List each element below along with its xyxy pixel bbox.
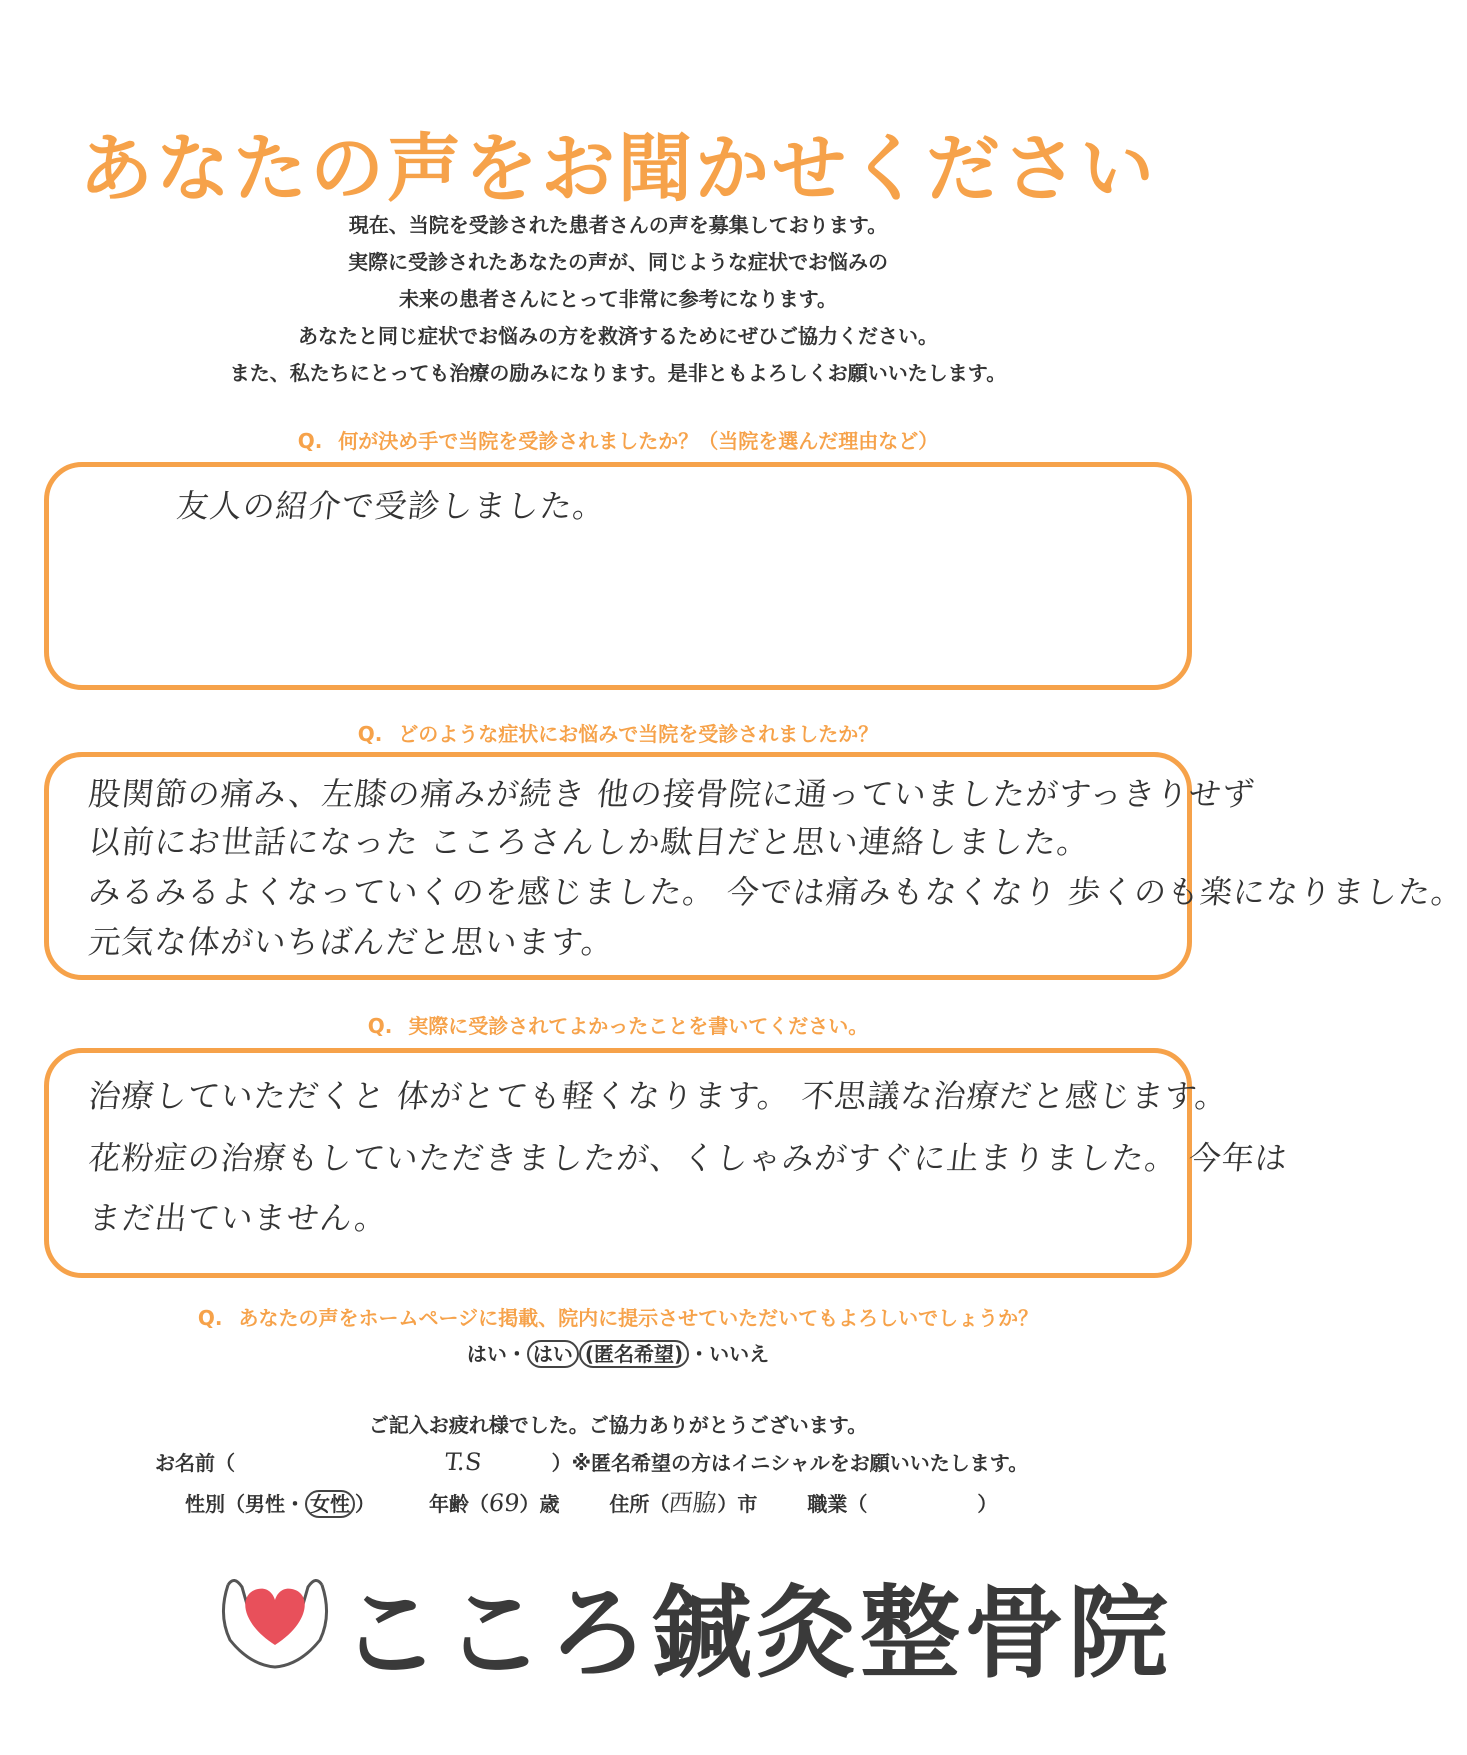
answer-box-1[interactable] xyxy=(44,462,1192,690)
answer-line: 治療していただくと 体がとても軽くなります。 不思議な治療だと感じます。 xyxy=(86,1077,1231,1115)
clinic-name: こころ鍼灸整骨院 xyxy=(340,1575,1172,1692)
intro-line: また、私たちにとっても治療の励みになります。是非ともよろしくお願いいたします。 xyxy=(229,361,1007,385)
question-3 xyxy=(0,1010,1236,1039)
clinic-logo xyxy=(210,1545,1172,1692)
answer-line: 股関節の痛み、左膝の痛みが続き 他の接骨院に通っていましたがすっきりせず xyxy=(86,775,1257,813)
gender-label: 性別（男性・ xyxy=(185,1492,305,1516)
hands-heart-icon xyxy=(210,1545,340,1675)
address-value[interactable]: 西脇 xyxy=(667,1489,719,1517)
answer-line: 元気な体がいちばんだと思います。 xyxy=(86,923,617,961)
question-marker: Q. xyxy=(367,1014,393,1038)
intro-text xyxy=(60,207,1176,392)
name-value[interactable]: T.S xyxy=(443,1448,484,1476)
question-text: あなたの声をホームページに掲載、院内に提示させていただいてもよろしいでしょうか？ xyxy=(238,1306,1039,1330)
intro-line: 実際に受診されたあなたの声が、同じような症状でお悩みの xyxy=(348,250,888,274)
question-text: どのような症状にお悩みで当院を受診されましたか？ xyxy=(398,722,879,746)
job-close: ） xyxy=(977,1492,998,1516)
job-label: 職業（ xyxy=(807,1492,868,1516)
name-row xyxy=(155,1447,1155,1476)
address-close: ）市 xyxy=(717,1492,758,1516)
name-label: お名前（ xyxy=(155,1451,235,1475)
page-title: あなたの声をお聞かせください xyxy=(79,126,1157,212)
question-marker: Q. xyxy=(197,1306,223,1330)
name-note: ※匿名希望の方はイニシャルをお願いいたします。 xyxy=(571,1451,1029,1475)
consent-option-no[interactable]: いいえ xyxy=(709,1342,770,1366)
consent-options xyxy=(0,1338,1236,1367)
question-2 xyxy=(0,718,1236,747)
separator: ・ xyxy=(506,1342,527,1366)
intro-line: 現在、当院を受診された患者さんの声を募集しております。 xyxy=(348,213,888,237)
answer-line: みるみるよくなっていくのを感じました。 今では痛みもなくなり 歩くのも楽になりました。 xyxy=(86,873,1467,911)
thanks-message: ご記入お疲れ様でした。ご協力ありがとうございます。 xyxy=(368,1413,868,1437)
answer-line: まだ出ていません。 xyxy=(86,1199,390,1237)
answer-line: 以前にお世話になった こころさんしか駄目だと思い連絡しました。 xyxy=(86,823,1092,861)
question-1 xyxy=(0,425,1236,454)
answer-line: 友人の紹介で受診しました。 xyxy=(174,487,608,525)
question-marker: Q. xyxy=(297,429,323,453)
question-4 xyxy=(0,1302,1236,1331)
details-row xyxy=(185,1483,1085,1518)
intro-line: あなたと同じ症状でお悩みの方を救済するためにぜひご協力ください。 xyxy=(298,324,938,348)
address-label: 住所（ xyxy=(609,1492,670,1516)
consent-option-yes[interactable]: はい xyxy=(466,1342,507,1366)
name-close: ） xyxy=(551,1451,572,1475)
separator: ・ xyxy=(689,1342,710,1366)
consent-option-yes-selected[interactable]: はい xyxy=(527,1340,579,1368)
age-close: ）歳 xyxy=(519,1492,560,1516)
age-value[interactable]: 69 xyxy=(487,1489,521,1517)
answer-line: 花粉症の治療もしていただきましたが、くしゃみがすぐに止まりました。 今年は xyxy=(86,1139,1290,1177)
gender-close: ） xyxy=(355,1492,375,1516)
answer-box-3[interactable] xyxy=(44,1048,1290,1278)
question-text: 実際に受診されてよかったことを書いてください。 xyxy=(408,1014,869,1038)
consent-option-anonymous[interactable]: (匿名希望) xyxy=(579,1340,689,1368)
intro-line: 未来の患者さんにとって非常に参考になります。 xyxy=(399,287,837,311)
question-marker: Q. xyxy=(357,722,383,746)
gender-value[interactable]: 女性 xyxy=(305,1490,355,1518)
answer-box-2[interactable] xyxy=(44,752,1467,980)
question-text: 何が決め手で当院を受診されましたか？（当院を選んだ理由など） xyxy=(338,429,939,453)
age-label: 年齢（ xyxy=(428,1492,489,1516)
